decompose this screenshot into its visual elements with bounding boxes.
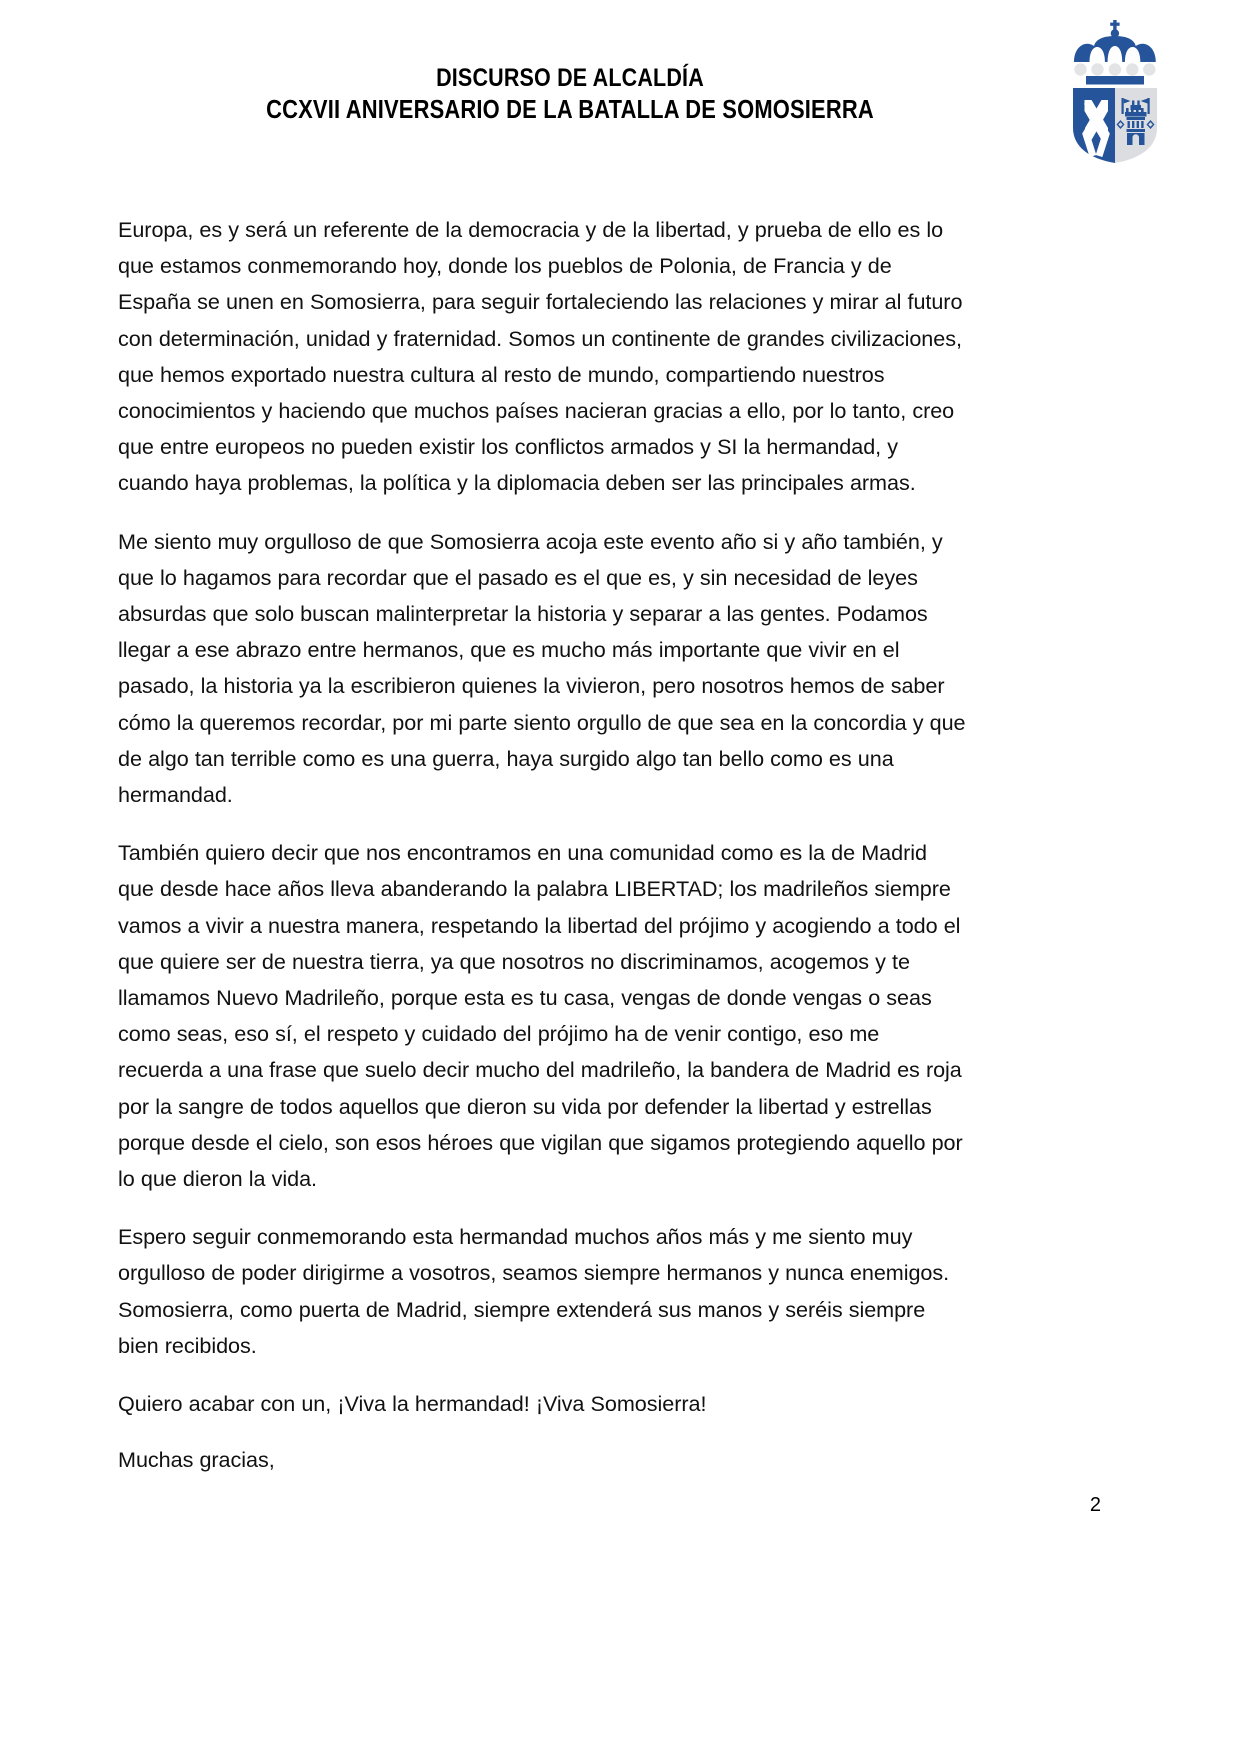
page-number: 2 (1089, 1494, 1101, 1516)
paragraph-5-closing-cheer: Quiero acabar con un, ¡Viva la hermandad! ¡Viva Somosierra! (118, 1391, 707, 1417)
page-title (120, 62, 1020, 127)
speech-body (118, 212, 966, 1479)
document-header (0, 0, 1241, 180)
paragraph-3: También quiero decir que nos encontramos en una comunidad como es la de Madrid que desde hace años lleva abanderando la palabra LIBERTAD; los madrileños siempre vamos a vivir a nuestra manera, respetando la libertad del prójimo y acogiendo a todo el que quiere ser de nuestra tierra, ya que nosotros no discriminamos, acogemos y te llamamos Nuevo Madrileño, porque esta es tu casa, vengas de donde vengas o seas como seas, eso sí, el respeto y cuidado del prójimo ha de venir contigo, eso me recuerda a una frase que suelo decir mucho del madrileño, la bandera de Madrid es roja por la sangre de todos aquellos que dieron su vida por defender la libertad y estrellas porque desde el cielo, son esos héroes que vigilan que sigamos protegiendo aquello por lo que dieron la vida. (118, 840, 963, 1192)
title-line-2: CCXVII ANIVERSARIO DE LA BATALLA DE SOMOSIERRA (266, 96, 874, 124)
title-line-1: DISCURSO DE ALCALDÍA (436, 64, 704, 92)
paragraph-1: Europa, es y será un referente de la democracia y de la libertad, y prueba de ello es lo que estamos conmemorando hoy, donde los pueblos de Polonia, de Francia y de España se unen en Somosierra, para seguir fortaleciendo las relaciones y mirar al futuro con determinación, unidad y fraternidad. Somos un continente de grandes civilizaciones, que hemos exportado nuestra cultura al resto de mundo, compartiendo nuestros conocimientos y haciendo que muchos países nacieran gracias a ello, por lo tanto, creo que entre europeos no pueden existir los conflictos armados y SI la hermandad, y cuando haya problemas, la política y la diplomacia deben ser las principales armas. (118, 217, 963, 496)
paragraph-2: Me siento muy orgulloso de que Somosierra acoja este evento año si y año también, y que lo hagamos para recordar que el pasado es el que es, y sin necesidad de leyes absurdas que solo buscan malinterpretar la historia y separar a las gentes. Podamos llegar a ese abrazo entre hermanos, que es mucho más importante que vivir en el pasado, la historia ya la escribieron quienes la vivieron, pero nosotros hemos de saber cómo la queremos recordar, por mi parte siento orgullo de que sea en la concordia y que de algo tan terrible como es una guerra, haya surgido algo tan bello como es una hermandad. (118, 528, 966, 808)
coat-of-arms-icon (1056, 16, 1174, 166)
paragraph-6-thanks: Muchas gracias, (118, 1447, 275, 1473)
paragraph-4: Espero seguir conmemorando esta hermandad muchos años más y me siento muy orgulloso de poder dirigirme a vosotros, seamos siempre hermanos y nunca enemigos. Somosierra, como puerta de Madrid, siempre extenderá sus manos y seréis siempre bien recibidos. (118, 1224, 950, 1358)
